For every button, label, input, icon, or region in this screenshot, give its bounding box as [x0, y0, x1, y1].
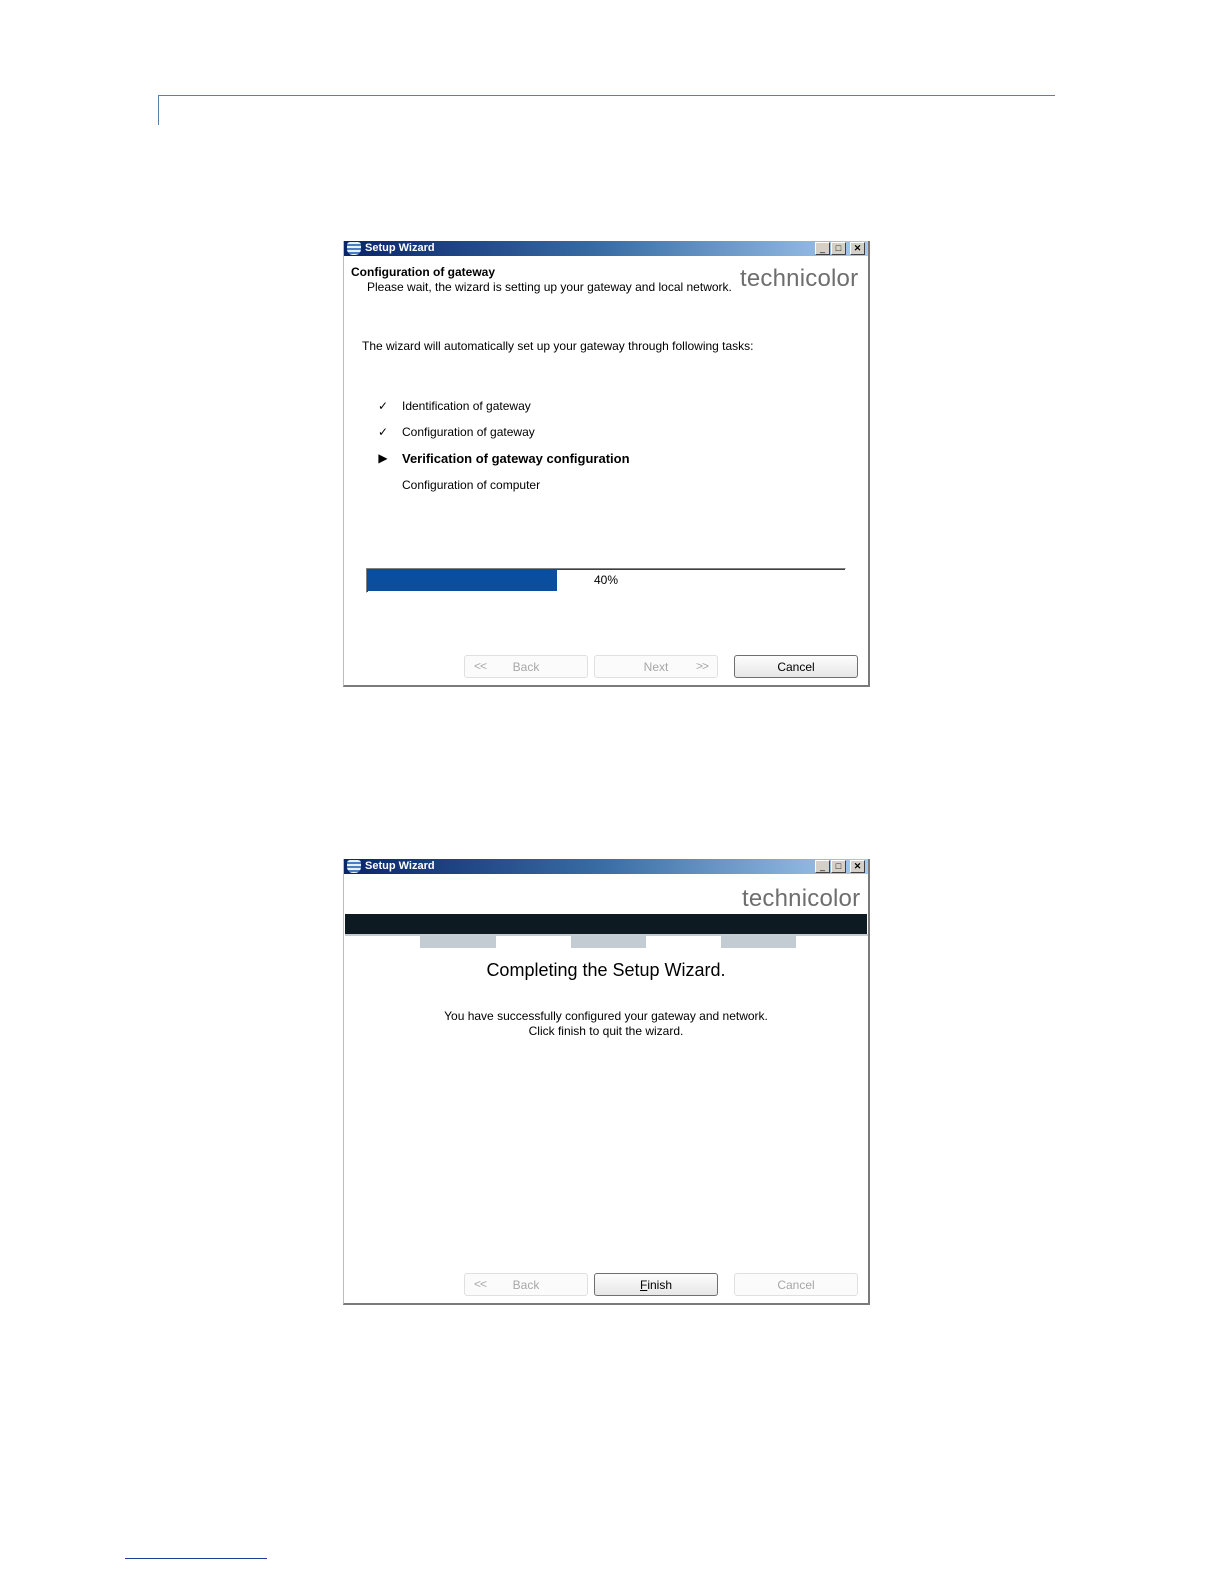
maximize-icon[interactable]: □: [831, 242, 846, 255]
page-footer-rule: [125, 1558, 267, 1559]
tab-strip-segment: [496, 934, 571, 936]
completion-instruction: Click finish to quit the wizard.: [528, 1024, 684, 1038]
checkmark-icon: ✓: [377, 425, 389, 439]
window-title: Setup Wizard: [365, 860, 435, 872]
setup-wizard-app-icon: [347, 860, 361, 873]
tab-strip-segment: [796, 934, 868, 936]
tab-strip-segment: [721, 934, 796, 948]
page-header-rule: [158, 95, 1055, 96]
back-button[interactable]: << Back: [464, 655, 588, 678]
close-icon[interactable]: ✕: [850, 860, 865, 873]
play-arrow-icon: ▶: [378, 451, 388, 465]
page-header-rule-tick: [158, 95, 159, 125]
chevron-double-left-icon: <<: [474, 659, 487, 673]
decorative-tab-strip: [345, 934, 867, 953]
progress-bar: [366, 568, 846, 593]
setup-wizard-app-icon: [347, 242, 361, 255]
progress-label: 40%: [593, 573, 619, 587]
completion-title: Completing the Setup Wizard.: [486, 960, 726, 980]
next-button[interactable]: Next >>: [594, 655, 718, 678]
technicolor-logo: technicolor: [740, 265, 859, 292]
step-title: Configuration of gateway: [351, 265, 495, 279]
finish-button[interactable]: Finish: [594, 1273, 718, 1296]
completion-message: You have successfully configured your gateway and network.: [444, 1009, 768, 1023]
cancel-button[interactable]: Cancel: [734, 1273, 858, 1296]
task-label: Identification of gateway: [402, 399, 531, 413]
chevron-double-right-icon: >>: [695, 659, 708, 673]
cancel-button[interactable]: Cancel: [734, 655, 858, 678]
tab-strip-segment: [345, 934, 420, 936]
task-label: Configuration of computer: [402, 478, 541, 492]
minimize-icon[interactable]: _: [815, 860, 830, 873]
title-bar[interactable]: [344, 859, 868, 874]
header-banner: [345, 914, 867, 934]
title-bar[interactable]: [344, 241, 868, 256]
chevron-double-left-icon: <<: [474, 1277, 487, 1291]
step-subtitle: Please wait, the wizard is setting up your gateway and local network.: [367, 280, 732, 294]
setup-wizard-window-complete: [343, 859, 870, 1305]
checkmark-icon: ✓: [377, 399, 389, 413]
tab-strip-segment: [646, 934, 721, 936]
back-button[interactable]: << Back: [464, 1273, 588, 1296]
intro-text: The wizard will automatically set up your gateway through following tasks:: [362, 339, 754, 353]
window-title: Setup Wizard: [365, 242, 435, 254]
technicolor-logo: technicolor: [742, 885, 861, 912]
maximize-icon[interactable]: □: [831, 860, 846, 873]
minimize-icon[interactable]: _: [815, 242, 830, 255]
setup-wizard-window-progress: [343, 241, 870, 687]
task-label: Verification of gateway configuration: [402, 451, 630, 466]
tab-strip-segment: [420, 934, 496, 948]
tab-strip-segment: [571, 934, 646, 948]
task-label: Configuration of gateway: [402, 425, 535, 439]
close-icon[interactable]: ✕: [850, 242, 865, 255]
